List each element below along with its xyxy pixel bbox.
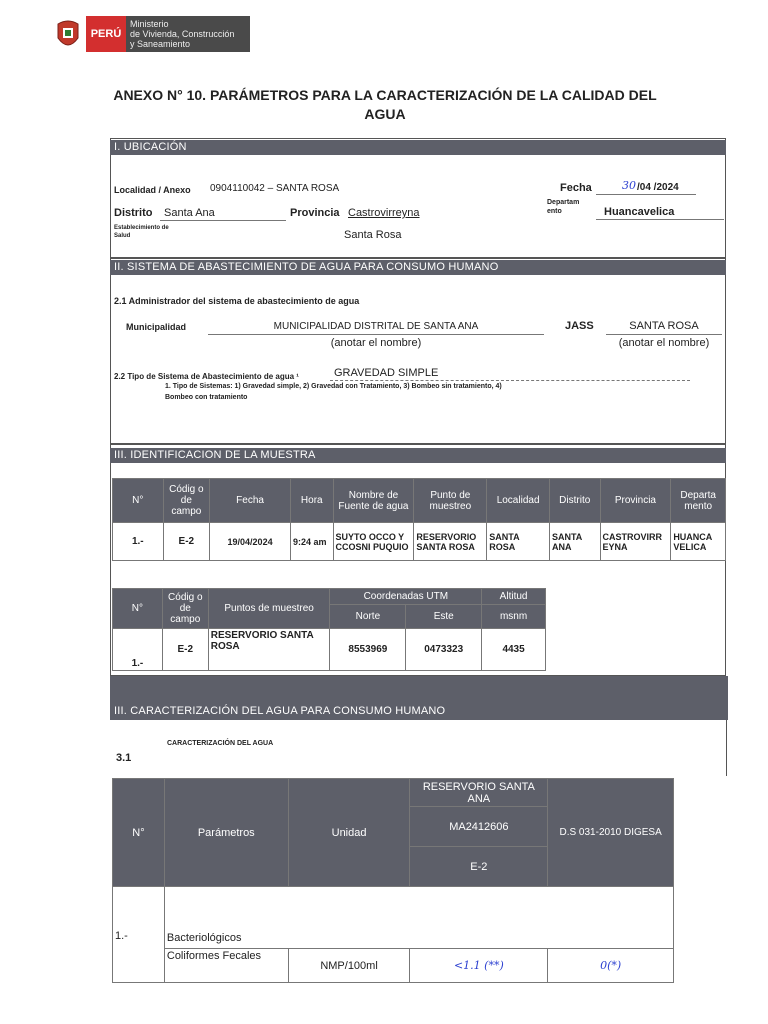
section-sistema-title: II. SISTEMA DE ABASTECIMIENTO DE AGUA PARA CONSUMO HUMANO <box>110 260 726 275</box>
col-n: N° <box>113 479 164 523</box>
jass-label: JASS <box>565 320 594 332</box>
cell2-punto: RESERVORIO SANTA ROSA <box>208 629 330 671</box>
cell2-altitud: 4435 <box>482 629 546 671</box>
col3-ds: D.S 031-2010 DIGESA <box>548 779 674 887</box>
table-row <box>113 887 674 949</box>
cell-codigo: E-2 <box>163 523 210 561</box>
ministry-line-1: Ministerio <box>130 19 169 29</box>
peru-logo-badge <box>86 16 126 52</box>
cell2-n: 1.- <box>113 629 163 671</box>
cell-hora: 9:24 am <box>291 523 333 561</box>
establecimiento-label-2: Salud <box>114 233 131 239</box>
cell-departamento: HUANCA VELICA <box>671 523 726 561</box>
coordenadas-table <box>112 588 546 671</box>
section-identificacion-title: III. IDENTIFICACION DE LA MUESTRA <box>110 448 726 463</box>
cell-localidad: SANTA ROSA <box>487 523 550 561</box>
cell-fecha: 19/04/2024 <box>210 523 291 561</box>
departamento-underline <box>596 219 724 220</box>
sub-2-2: 2.2 Tipo de Sistema de Abastecimiento de agua ¹ <box>114 372 299 381</box>
sistema-underline <box>330 380 690 381</box>
jass-anotar: (anotar el nombre) <box>618 337 710 349</box>
caracterizacion-number: 3.1 <box>116 752 132 764</box>
cell3-value: <1.1 (**) <box>410 949 548 983</box>
distrito-underline <box>160 220 286 221</box>
col3-n: N° <box>113 779 165 887</box>
title-line-1: ANEXO N° 10. PARÁMETROS PARA LA CARACTERIZACIÓN DE LA CALIDAD DEL <box>113 87 657 103</box>
sistema-note-2: Bombeo con tratamiento <box>165 394 248 401</box>
cell2-este: 0473323 <box>406 629 482 671</box>
col-localidad: Localidad <box>487 479 550 523</box>
cell2-norte: 8553969 <box>330 629 406 671</box>
sistema-value: GRAVEDAD SIMPLE <box>334 367 439 379</box>
peru-emblem-icon <box>54 18 82 52</box>
col2-este: Este <box>406 605 482 629</box>
col-codigo: Códig o de campo <box>163 479 210 523</box>
municipalidad-underline <box>208 334 544 335</box>
municipalidad-value: MUNICIPALIDAD DISTRITAL DE SANTA ANA <box>273 321 479 332</box>
cell2-codigo: E-2 <box>162 629 208 671</box>
fecha-day: 30 <box>622 179 636 192</box>
col-provincia: Provincia <box>600 479 671 523</box>
distrito-value: Santa Ana <box>164 207 215 219</box>
col2-altitud: Altitud <box>482 589 546 605</box>
departamento-label-1: Departam <box>547 199 580 206</box>
title-line-2: AGUA <box>364 106 406 122</box>
col-punto: Punto de muestreo <box>414 479 487 523</box>
cell3-group: Bacteriológicos <box>164 887 673 949</box>
col-hora: Hora <box>291 479 333 523</box>
section-ubicacion-title: I. UBICACIÓN <box>110 140 726 155</box>
table-row <box>113 949 674 983</box>
sistema-note-1: 1. Tipo de Sistemas: 1) Gravedad simple, 2) Gravedad con Tratamiento, 3) Bombeo sin tratamiento, 4) <box>165 383 502 390</box>
distrito-label: Distrito <box>114 207 153 219</box>
caracterizacion-subtitle: CARACTERIZACIÓN DEL AGUA <box>167 740 274 747</box>
cell-distrito: SANTA ANA <box>549 523 600 561</box>
fecha-label: Fecha <box>560 182 592 194</box>
peru-logo-text: PERÚ <box>90 28 122 40</box>
ministry-line-3: y Saneamiento <box>130 39 191 49</box>
col3-e2: E-2 <box>410 847 548 887</box>
col2-coordenadas: Coordenadas UTM <box>330 589 482 605</box>
cell-fuente: SUYTO OCCO Y CCOSNI PUQUIO <box>333 523 414 561</box>
document-title <box>60 86 710 124</box>
fecha-month-year: /04 /2024 <box>637 182 679 193</box>
provincia-label: Provincia <box>290 207 340 219</box>
cell3-group-n: 1.- <box>113 887 165 983</box>
col-fecha: Fecha <box>210 479 291 523</box>
section-sistema <box>110 258 726 444</box>
ministry-badge <box>126 16 250 52</box>
section-caracterizacion-text: III. CARACTERIZACIÓN DEL AGUA PARA CONSUMO HUMANO <box>114 705 446 717</box>
cell3-ds: 0(*) <box>548 949 674 983</box>
establecimiento-label-1: Establecimiento de <box>114 225 169 231</box>
col3-unidad: Unidad <box>288 779 410 887</box>
col3-parametros: Parámetros <box>164 779 288 887</box>
col3-reservorio: RESERVORIO SANTA ANA <box>410 779 548 807</box>
col-distrito: Distrito <box>549 479 600 523</box>
table-row <box>113 523 726 561</box>
section-caracterizacion-title <box>110 676 728 720</box>
muestra-table <box>112 478 726 561</box>
cell-n: 1.- <box>113 523 164 561</box>
establecimiento-value: Santa Rosa <box>344 229 402 241</box>
table-row <box>113 629 546 671</box>
jass-value: SANTA ROSA <box>629 320 699 332</box>
fecha-underline <box>596 194 696 195</box>
section-ubicacion <box>110 138 726 258</box>
localidad-label: Localidad / Anexo <box>114 185 191 195</box>
departamento-value: Huancavelica <box>604 206 675 218</box>
col3-code: MA2412606 <box>410 807 548 847</box>
cell-punto: RESERVORIO SANTA ROSA <box>414 523 487 561</box>
col-fuente: Nombre de Fuente de agua <box>333 479 414 523</box>
departamento-label <box>547 198 579 216</box>
municipalidad-label: Municipalidad <box>126 322 187 332</box>
ministry-line-2: de Vivienda, Construcción <box>130 29 235 39</box>
departamento-label-2: ento <box>547 208 562 215</box>
parametros-table <box>112 778 674 983</box>
col-departamento: Departa mento <box>671 479 726 523</box>
col2-msnm: msnm <box>482 605 546 629</box>
col2-n: N° <box>113 589 163 629</box>
cell-provincia: CASTROVIRR EYNA <box>600 523 671 561</box>
jass-underline <box>606 334 722 335</box>
col2-codigo: Códig o de campo <box>162 589 208 629</box>
col2-puntos: Puntos de muestreo <box>208 589 330 629</box>
cell3-param: Coliformes Fecales <box>164 949 288 983</box>
provincia-value: Castrovirreyna <box>348 207 420 219</box>
establecimiento-label <box>114 224 169 240</box>
sub-2-1: 2.1 Administrador del sistema de abastecimiento de agua <box>114 296 360 306</box>
col2-norte: Norte <box>330 605 406 629</box>
cell3-unit: NMP/100ml <box>288 949 410 983</box>
municipalidad-anotar: (anotar el nombre) <box>330 337 422 349</box>
section-caracterizacion-border <box>726 720 727 776</box>
localidad-value: 0904110042 – SANTA ROSA <box>210 183 340 194</box>
